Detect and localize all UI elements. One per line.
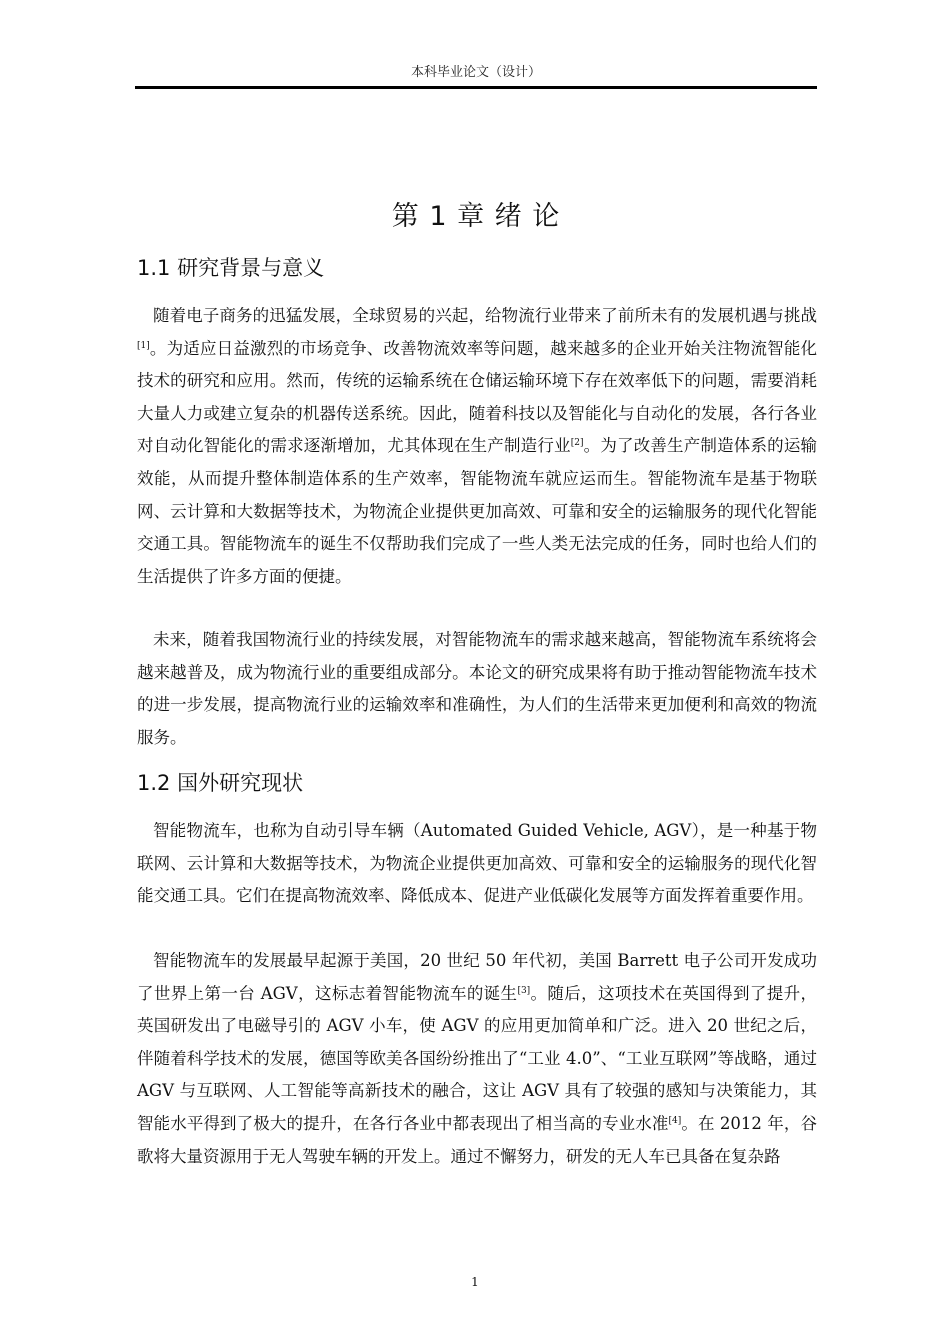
text-run: 。随后，这项技术在英国得到了提升，英国研发出了电磁导引的 AGV 小车，使 AGV 的应用更加简单和广泛。进入 20 世纪之后，伴随着科学技术的发展，德国等欧美各国纷纷推出了“工业 4.0”、“工业互联网”等战略，通过 AGV 与互联网、人工智能等高新技术的融合，这让 AGV 具有了较强的感知与决策能力，其智能水平得到了极大的提升，在各行各业中都表现出了相当高的专业水准 bbox=[137, 983, 818, 1133]
citation-3: [3] bbox=[517, 985, 531, 996]
text-run: 随着电子商务的迅猛发展，全球贸易的兴起，给物流行业带来了前所未有的发展机遇与挑战 bbox=[153, 306, 817, 325]
paragraph-foreign-1: 智能物流车，也称为自动引导车辆（Automated Guided Vehicle, AGV），是一种基于物联网、云计算和大数据等技术，为物流企业提供更加高效、可靠和安全的运输服务的现代化智能交通工具。它们在提高物流效率、降低成本、促进产业低碳化发展等方面发挥着重要作用。 bbox=[137, 821, 817, 906]
running-header: 本科毕业论文（设计） bbox=[410, 65, 541, 80]
paragraph-background-2: 未来，随着我国物流行业的持续发展，对智能物流车的需求越来越高，智能物流车系统将会越来越普及，成为物流行业的重要组成部分。本论文的研究成果将有助于推动智能物流车技术的进一步发展，提高物流行业的运输效率和准确性，为人们的生活带来更加便利和高效的物流服务。 bbox=[137, 630, 817, 747]
chapter-title: 第 1 章 绪 论 bbox=[391, 201, 561, 232]
citation-2: [2] bbox=[570, 438, 584, 449]
citation-4: [4] bbox=[668, 1115, 682, 1126]
paragraph-background-1 bbox=[137, 300, 817, 593]
citation-1: [1] bbox=[137, 340, 150, 351]
text-run: 。在 2012 年，谷歌将大量资源用于无人驾驶车辆的开发上。通过不懈努力，研发的无人车已具备在复杂路 bbox=[137, 1113, 817, 1166]
text-run: 。为了改善生产制造体系的运输效能，从而提升整体制造体系的生产效率，智能物流车就应运而生。智能物流车是基于物联网、云计算和大数据等技术，为物流企业提供更加高效、可靠和安全的运输服务的现代化智能交通工具。智能物流车的诞生不仅帮助我们完成了一些人类无法完成的任务，同时也给人们的生活提供了许多方面的便捷。 bbox=[137, 436, 818, 586]
header-rule bbox=[135, 86, 817, 89]
section-heading-1-2: 1.2 国外研究现状 bbox=[137, 771, 304, 795]
paragraph-foreign-2 bbox=[137, 945, 817, 1173]
section-heading-1-1: 1.1 研究背景与意义 bbox=[137, 256, 325, 280]
page-number: 1 bbox=[471, 1275, 479, 1289]
text-run: 。为适应日益激烈的市场竞争、改善物流效率等问题，越来越多的企业开始关注物流智能化技术的研究和应用。然而，传统的运输系统在仓储运输环境下存在效率低下的问题，需要消耗大量人力或建立复杂的机器传送系统。因此，随着科技以及智能化与自动化的发展，各行各业对自动化智能化的需求逐渐增加，尤其体现在生产制造行业 bbox=[137, 338, 817, 456]
text-run: 智能物流车的发展最早起源于美国，20 世纪 50 年代初，美国 Barrett 电子公司开发成功了世界上第一台 AGV，这标志着智能物流车的诞生 bbox=[137, 951, 817, 1003]
